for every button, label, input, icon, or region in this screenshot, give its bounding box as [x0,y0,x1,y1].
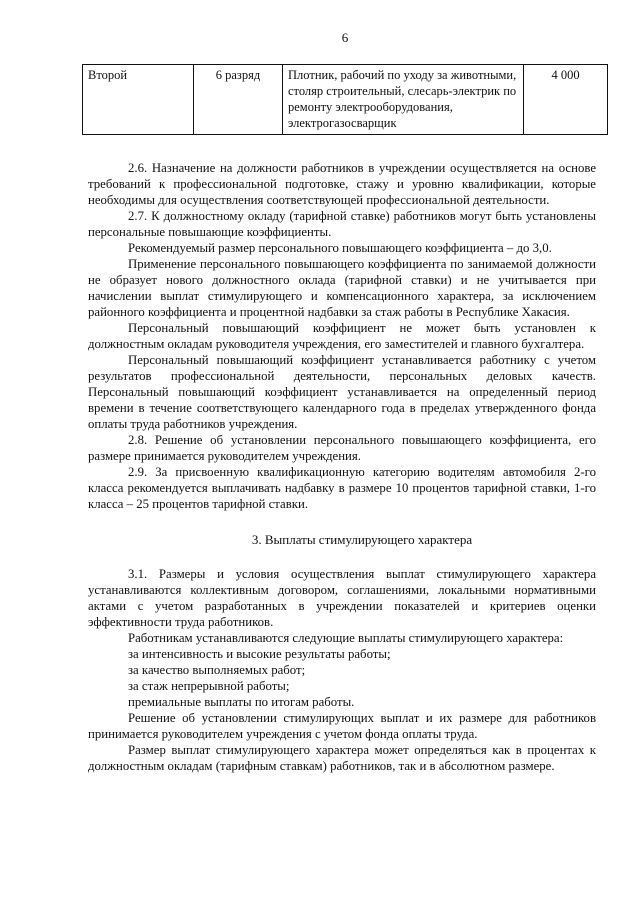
qualification-level-cell: Второй [83,65,194,135]
paragraph-application: Применение персонального повышающего коэффициента по занимаемой должности не образует нового должностного оклада (тарифной ставки) и не учитывается при начислении выплат стимулирующего и компенсационного характера, за исключением районного коэффициента и процентной надбавки за стаж работы в Республике Хакасия. [88,257,596,319]
job-titles-cell: Плотник, рабочий по уходу за животными, столяр строительный, слесарь-электрик по ремонту электрооборудования, электрогазосварщик [283,65,524,135]
list-item: за качество выполняемых работ; [128,663,306,677]
paragraph-2-8: 2.8. Решение об установлении персонального повышающего коэффициента, его размере принимается руководителем учреждения. [88,433,596,463]
paragraph-cannot-be-set: Персональный повышающий коэффициент не может быть установлен к должностным окладам руководителя учреждения, его заместителей и главного бухгалтера. [88,321,596,351]
paragraph-established: Персональный повышающий коэффициент устанавливается работнику с учетом результатов профессиональной деятельности, персональных деловых качеств. Персональный повышающий коэффициент устанавливается на определенный период времени в течение соответствующего календарного года в пределах утвержденного фонда оплаты труда работников учреждения. [88,353,596,431]
grade-cell: 6 разряд [194,65,283,135]
paragraph-3-1: 3.1. Размеры и условия осуществления выплат стимулирующего характера устанавливаются коллективным договором, соглашениями, локальными нормативными актами с учетом разработанных в учреждении показателей и критериев оценки эффективности труда работников. [88,567,596,629]
paragraph-recommended-size: Рекомендуемый размер персонального повышающего коэффициента – до 3,0. [128,241,552,255]
table-row [83,65,608,135]
paragraph-2-6: 2.6. Назначение на должности работников в учреждении осуществляется на основе требований к профессиональной подготовке, стажу и уровню квалификации, которые необходимы для осуществления соответствующей профессиональной деятельности. [88,161,596,207]
document-body [88,160,596,774]
grade-table [82,64,608,135]
list-item: за стаж непрерывной работы; [128,679,290,693]
page-number: 6 [341,30,349,45]
section-3-heading: 3. Выплаты стимулирующего характера [251,532,473,547]
paragraph-list-intro: Работникам устанавливаются следующие выплаты стимулирующего характера: [128,631,564,645]
list-item: премиальные выплаты по итогам работы. [128,695,355,709]
list-item: за интенсивность и высокие результаты работы; [128,647,391,661]
paragraph-size: Размер выплат стимулирующего характера может определяться как в процентах к должностным окладам (тарифным ставкам) работников, так и в абсолютном размере. [88,743,596,773]
paragraph-decision: Решение об установлении стимулирующих выплат и их размере для работников принимается руководителем учреждения с учетом фонда оплаты труда. [88,711,596,741]
paragraph-2-7: 2.7. К должностному окладу (тарифной ставке) работников могут быть установлены персональные повышающие коэффициенты. [88,209,596,239]
amount-cell: 4 000 [524,65,608,135]
paragraph-2-9: 2.9. За присвоенную квалификационную категорию водителям автомобиля 2-го класса рекомендуется выплачивать надбавку в размере 10 процентов тарифной ставки, 1-го класса – 25 процентов тарифной ставки. [88,465,596,511]
